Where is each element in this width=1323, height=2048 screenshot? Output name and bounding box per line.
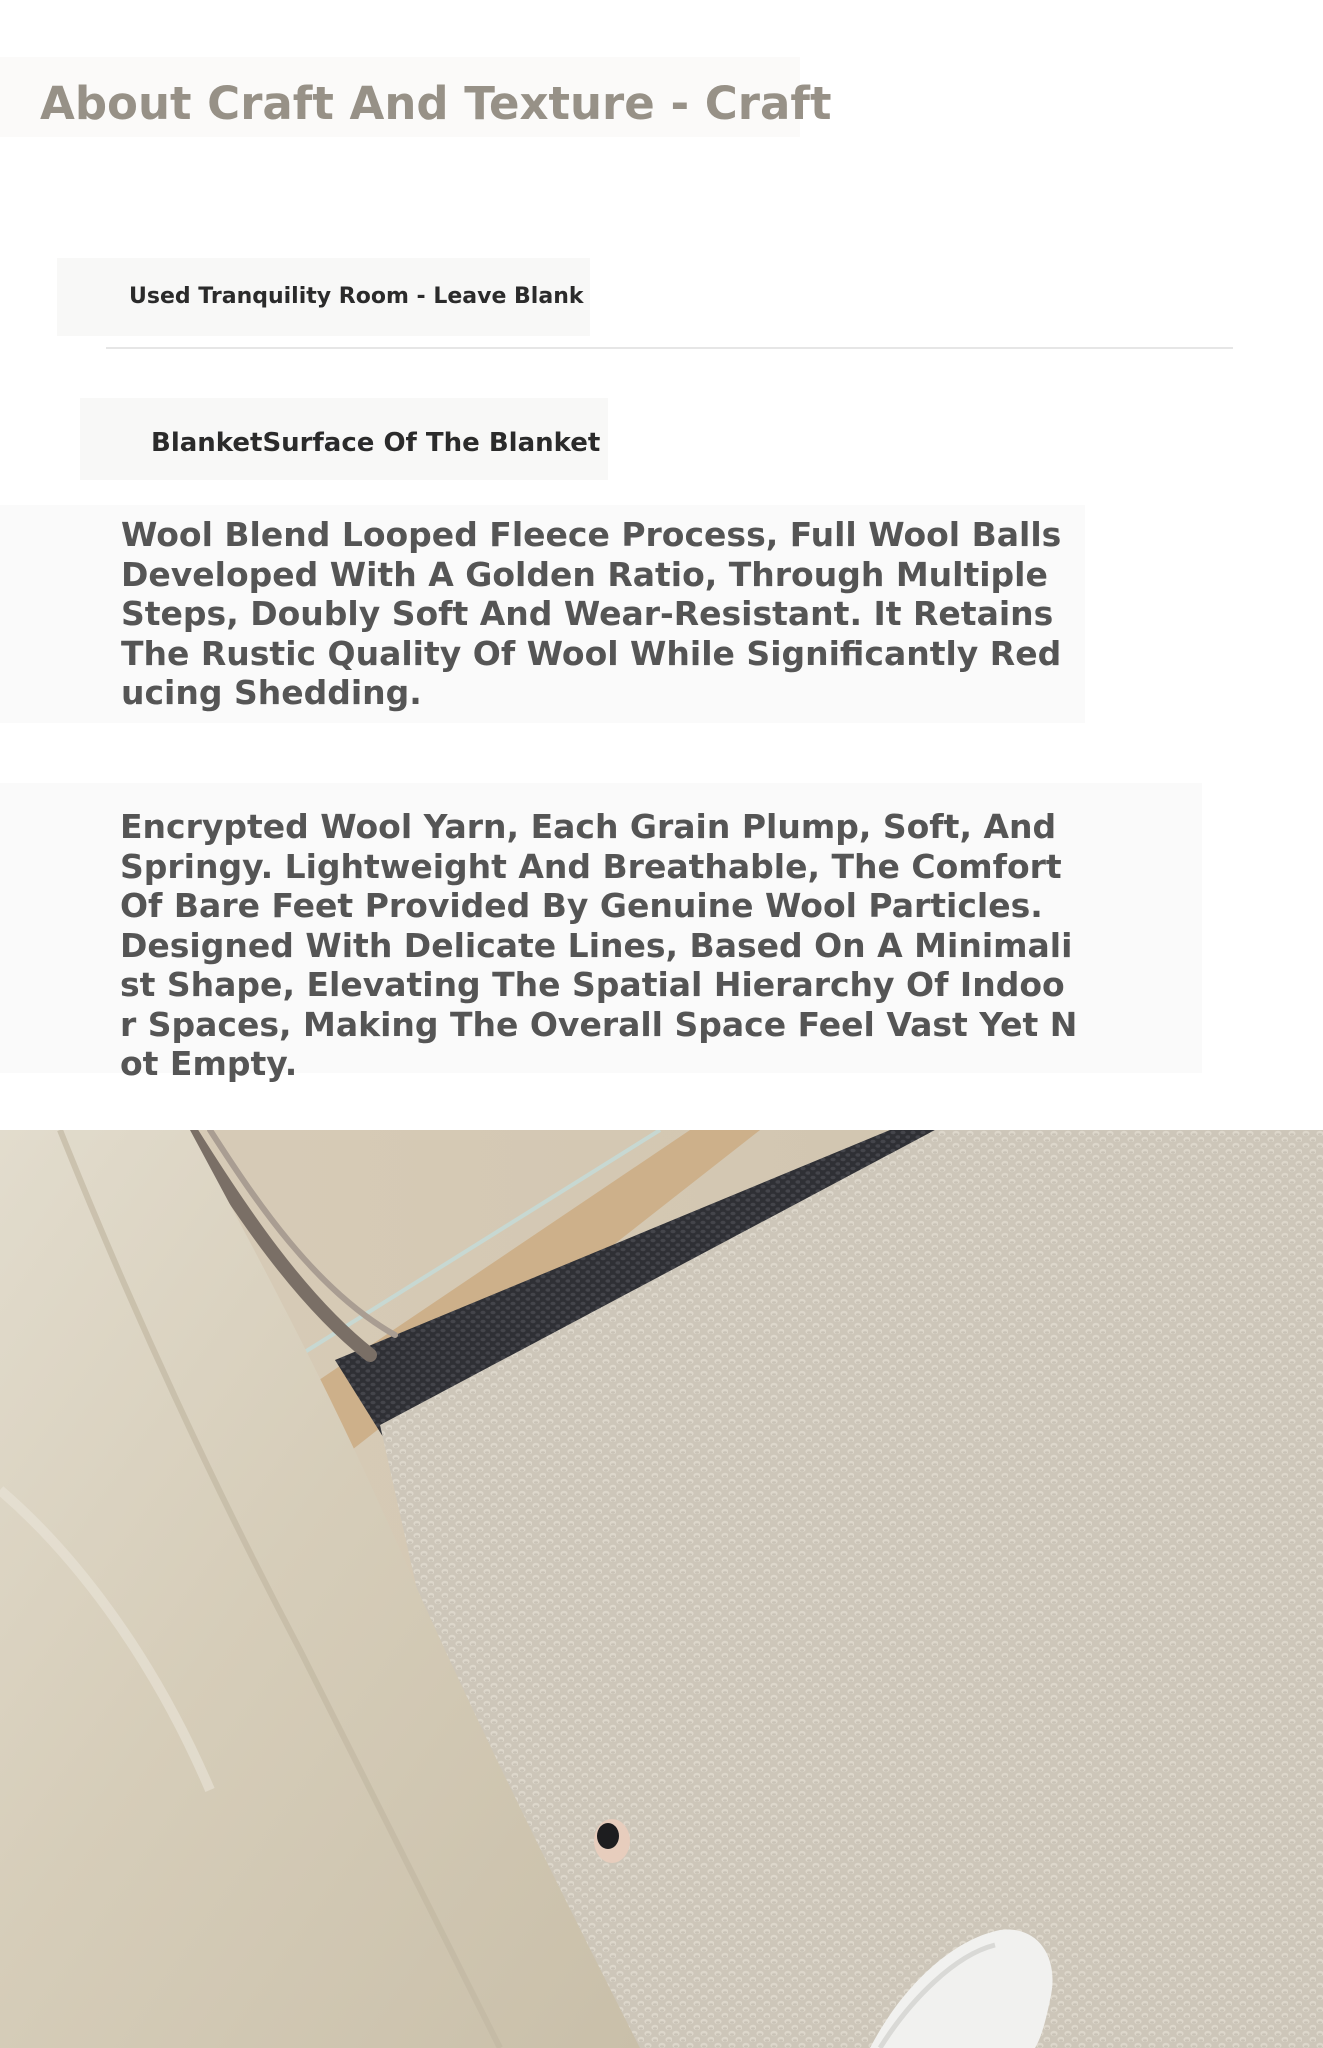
toenail (597, 1823, 619, 1849)
description-paragraph-2: Encrypted Wool Yarn, Each Grain Plump, Soft, And Springy. Lightweight And Breathable, The Comfort Of Bare Feet Provided By Genuine Wool Particles. Designed With Delicate Lines, Based On A Minimalist Shape, Elevating The Spatial Hierarchy Of Indoor Spaces, Making The Overall Space Feel Vast Yet Not Empty. (120, 807, 1078, 1083)
section-divider (106, 347, 1233, 349)
used-room-label: Used Tranquility Room - Leave Blank (129, 284, 584, 309)
product-photo (0, 1130, 1323, 2048)
description-paragraph-1: Wool Blend Looped Fleece Process, Full Wool Balls Developed With A Golden Ratio, Through Multiple Steps, Doubly Soft And Wear-Resistant. It Retains The Rustic Quality Of Wool While Significantly Reducing Shedding. (121, 515, 1062, 712)
page-title: About Craft And Texture - Craft (40, 77, 832, 130)
section-heading: BlanketSurface Of The Blanket (151, 428, 601, 458)
